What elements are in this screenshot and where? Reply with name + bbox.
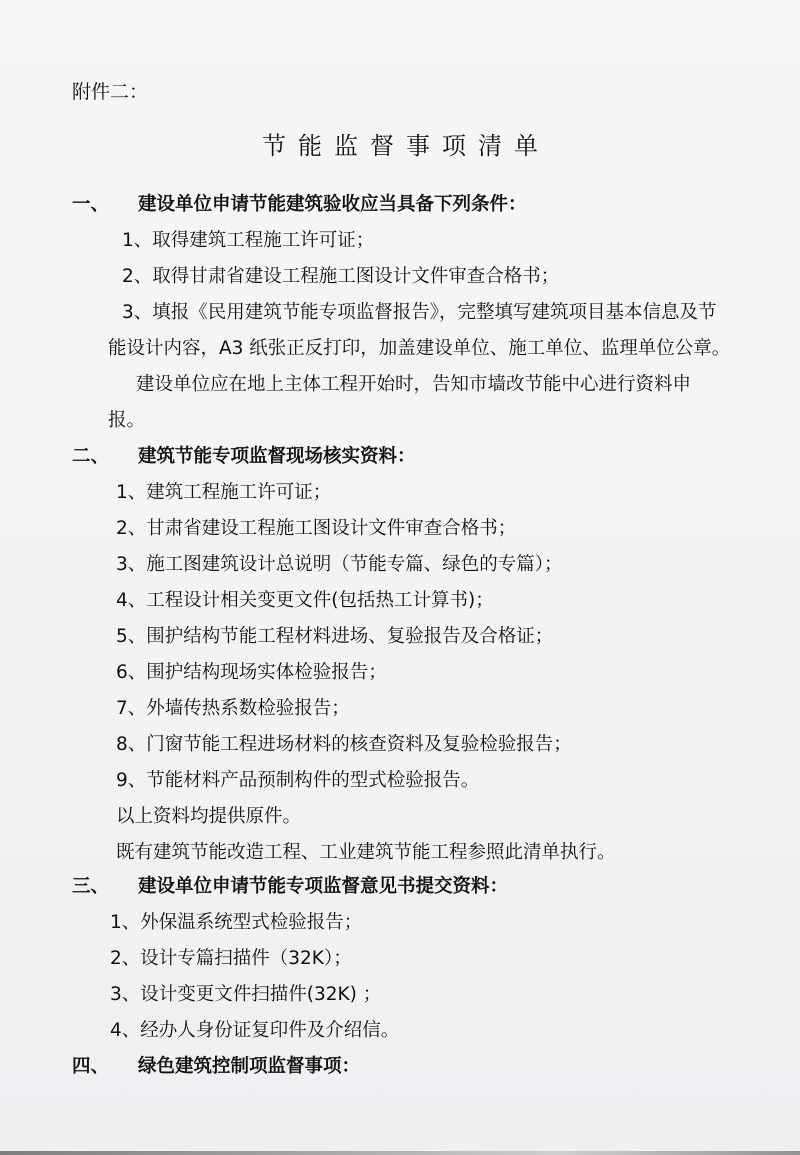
list-item: 2、设计专篇扫描件（32K）； (110, 948, 352, 969)
list-item: 8、门窗节能工程进场材料的核查资料及复验检验报告； (116, 734, 572, 755)
list-item: 9、节能材料产品预制构件的型式检验报告。 (116, 770, 480, 791)
section-title: 绿色建筑控制项监督事项： (138, 1056, 361, 1077)
section-title: 建设单位申请节能建筑验收应当具备下列条件： (138, 194, 527, 215)
section-number: 一、 (72, 194, 110, 215)
section-number: 三、 (72, 876, 110, 897)
section-1-heading (72, 193, 527, 217)
attachment-label: 附件二： (72, 81, 149, 103)
section-title: 建筑节能专项监督现场核实资料： (138, 446, 416, 467)
list-item: 1、取得建筑工程施工许可证； (122, 230, 375, 251)
list-item: 4、经办人身份证复印件及介绍信。 (110, 1020, 400, 1041)
note-line: 以上资料均提供原件。 (116, 806, 302, 827)
list-item: 6、围护结构现场实体检验报告； (116, 662, 387, 683)
list-item: 2、取得甘肃省建设工程施工图设计文件审查合格书； (122, 266, 560, 287)
section-2-heading (72, 445, 416, 469)
list-item: 3、施工图建筑设计总说明（节能专篇、绿色的专篇）； (116, 554, 563, 575)
list-item-continuation: 能设计内容，A3 纸张正反打印，加盖建设单位、施工单位、监理单位公章。 (108, 338, 731, 359)
section-3-heading (72, 875, 508, 899)
list-item: 1、建筑工程施工许可证； (116, 482, 332, 503)
list-item: 3、填报《民用建筑节能专项监督报告》，完整填写建筑项目基本信息及节 (122, 302, 717, 323)
section-number: 二、 (72, 446, 110, 467)
document-title: 节能监督事项清单 (262, 132, 550, 160)
list-item: 4、工程设计相关变更文件(包括热工计算书)； (116, 590, 494, 611)
note-line: 建设单位应在地上主体工程开始时，告知市墙改节能中心进行资料申 (136, 374, 692, 395)
section-number: 四、 (72, 1056, 110, 1077)
note-line: 报。 (108, 410, 146, 431)
list-item: 2、甘肃省建设工程施工图设计文件审查合格书； (116, 518, 517, 539)
section-4-heading (72, 1055, 360, 1079)
note-line: 既有建筑节能改造工程、工业建筑节能工程参照此清单执行。 (116, 842, 616, 863)
list-item: 7、外墙传热系数检验报告； (116, 698, 350, 719)
list-item: 1、外保温系统型式检验报告； (110, 912, 363, 933)
page-bottom-edge (0, 1151, 800, 1155)
list-item: 5、围护结构节能工程材料进场、复验报告及合格证； (116, 626, 554, 647)
section-title: 建设单位申请节能专项监督意见书提交资料： (138, 876, 509, 897)
list-item: 3、设计变更文件扫描件(32K) ； (110, 984, 382, 1005)
